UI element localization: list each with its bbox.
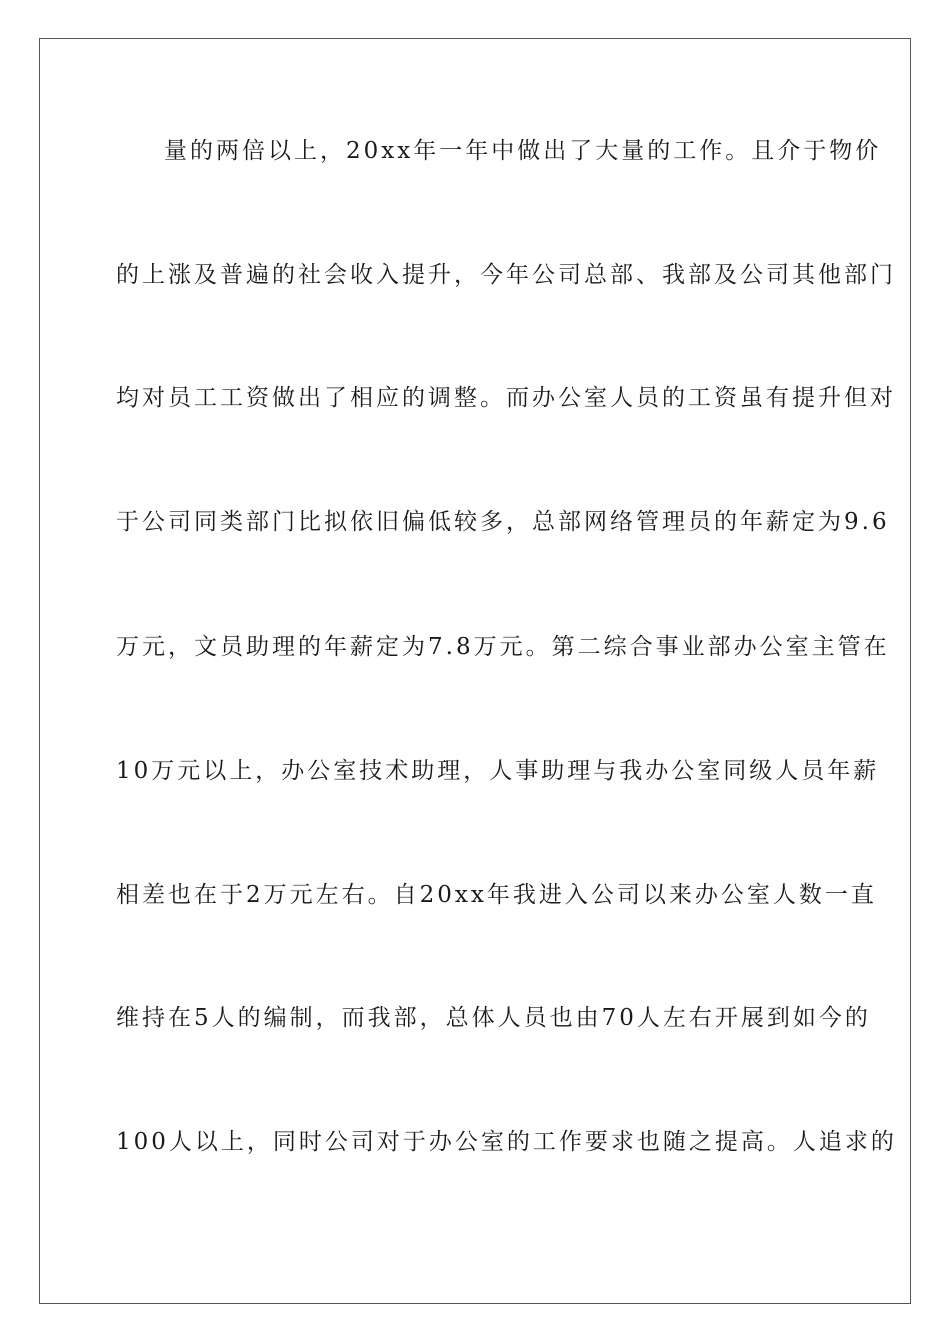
page-border (39, 38, 911, 1304)
paragraph-line-2: 的上涨及普遍的社会收入提升，今年公司总部、我部及公司其他部门 (116, 262, 896, 288)
paragraph-line-3: 均对员工工资做出了相应的调整。而办公室人员的工资虽有提升但对 (116, 385, 896, 411)
paragraph-line-9: 100人以上，同时公司对于办公室的工作要求也随之提高。人追求的 (116, 1129, 897, 1155)
paragraph-line-6: 10万元以上，办公室技术助理，人事助理与我办公室同级人员年薪 (116, 758, 880, 784)
paragraph-line-5: 万元，文员助理的年薪定为7.8万元。第二综合事业部办公室主管在 (116, 634, 890, 660)
paragraph-line-7: 相差也在于2万元左右。自20xx年我进入公司以来办公室人数一直 (116, 882, 877, 908)
paragraph-line-4: 于公司同类部门比拟依旧偏低较多，总部网络管理员的年薪定为9.6 (116, 509, 890, 535)
paragraph-line-1: 量的两倍以上，20xx年一年中做出了大量的工作。且介于物价 (164, 138, 882, 164)
paragraph-line-8: 维持在5人的编制，而我部，总体人员也由70人左右开展到如今的 (116, 1005, 871, 1031)
